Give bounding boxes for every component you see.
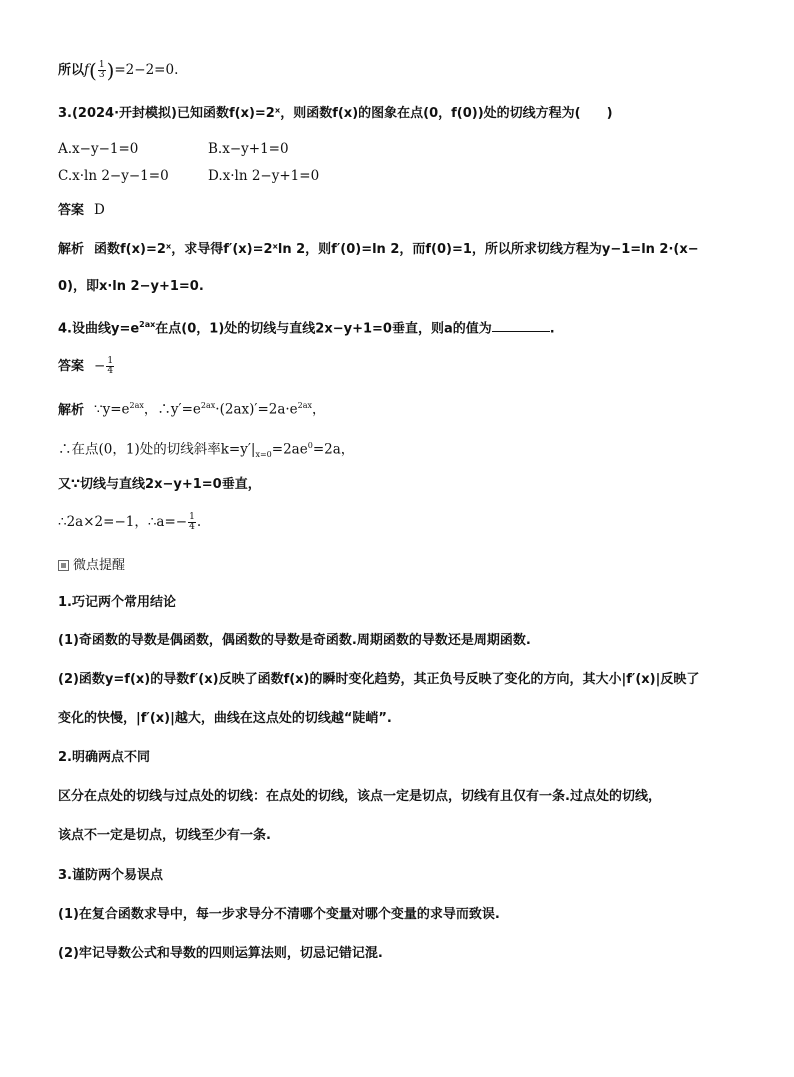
q3-options-row-2: [58, 166, 319, 186]
fraction: $\frac{1}{4}$: [107, 356, 114, 376]
fraction: $\frac{1}{3}$: [98, 60, 105, 80]
tips-heading-1: 1.巧记两个常用结论: [58, 595, 176, 610]
tips-item-1-1: (1)奇函数的导数是偶函数，偶函数的导数是奇函数.周期函数的导数还是周期函数.: [58, 633, 531, 648]
q3-options-row-1: [58, 139, 289, 159]
tips-item-1-2-line-2: 变化的快慢，|f′(x)|越大，曲线在这点处的切线越“陡峭”.: [58, 711, 392, 726]
q3-option-a: A.x−y−1=0: [58, 141, 139, 157]
tips-item-3-2: (2)牢记导数公式和导数的四则运算法则，切忌记错记混.: [58, 946, 383, 961]
q3-option-c: C.x·ln 2−y−1=0: [58, 168, 169, 184]
prev-conclusion-line: 所以f( $\frac{1}{3}$ )=2−2=0.: [58, 58, 179, 83]
q3-answer: [58, 200, 105, 221]
prev-conclusion-rest: =2−2=0.: [114, 62, 179, 78]
tips-item-2-line-2: 该点不一定是切点，切线至少有一条.: [58, 828, 271, 843]
tips-heading-3: 3.谨防两个易误点: [58, 868, 163, 883]
q4-analysis-line-4: ∴2a×2=−1，∴a=− $\frac{1}{4}$ .: [58, 512, 202, 532]
q4-analysis-line-3: 又∵切线与直线2x−y+1=0垂直，: [58, 477, 261, 492]
q3-option-b: B.x−y+1=0: [208, 141, 289, 157]
q3-analysis-line-1: [58, 239, 699, 260]
tips-item-3-1: (1)在复合函数求导中，每一步求导分不清哪个变量对哪个变量的求导而致误.: [58, 907, 500, 922]
analysis-label: 解析: [58, 242, 85, 257]
prev-conclusion-prefix: 所以: [58, 63, 85, 78]
q3-analysis-line-2: 0)，即x·ln 2−y+1=0.: [58, 279, 204, 294]
tips-header: 微点提醒: [58, 555, 125, 576]
q4-analysis-line-1: 解析 $\because y=e^{2ax}$，$\therefore y'=e^{2ax}\cdot(2ax)'=2a\cdot e^{2ax}$，: [58, 401, 326, 418]
tips-item-1-2-line-1: (2)函数y=f(x)的导数f′(x)反映了函数f(x)的瞬时变化趋势，其正负号反映了变化的方向，其大小|f′(x)|反映了: [58, 672, 700, 687]
q4-answer: 答案 − $\frac{1}{4}$: [58, 356, 114, 376]
q4-analysis-line-2: ∴在点(0，1)处的切线斜率$k=y'|_{x=0}=2ae^0=2a$，: [58, 441, 355, 460]
prev-conclusion-f: f: [84, 62, 90, 78]
q4-stem: 4.设曲线$y=e^{2ax}$在点(0，1)处的切线与直线2x−y+1=0垂直，则a的值为 .: [58, 315, 555, 339]
q3-answer-value: D: [94, 202, 105, 218]
tips-heading-2: 2.明确两点不同: [58, 750, 150, 765]
answer-label: 答案: [58, 359, 85, 374]
answer-blank: [492, 317, 550, 332]
q3-stem: 3.(2024·开封模拟)已知函数f(x)=2ˣ，则函数f(x)的图象在点(0，f(0))处的切线方程为( ): [58, 106, 613, 121]
tip-icon: [58, 560, 69, 571]
q3-option-d: D.x·ln 2−y+1=0: [208, 168, 320, 184]
fraction: $\frac{1}{4}$: [189, 512, 195, 532]
q3-analysis-text-1: 函数f(x)=2ˣ，求导得f′(x)=2ˣln 2，则f′(0)=ln 2，而f(0)=1，所以所求切线方程为y−1=ln 2·(x−: [94, 242, 699, 257]
tips-item-2-line-1: 区分在点处的切线与过点处的切线：在点处的切线，该点一定是切点，切线有且仅有一条.过点处的切线，: [58, 789, 661, 804]
answer-label: 答案: [58, 203, 85, 218]
analysis-label: 解析: [58, 402, 85, 418]
